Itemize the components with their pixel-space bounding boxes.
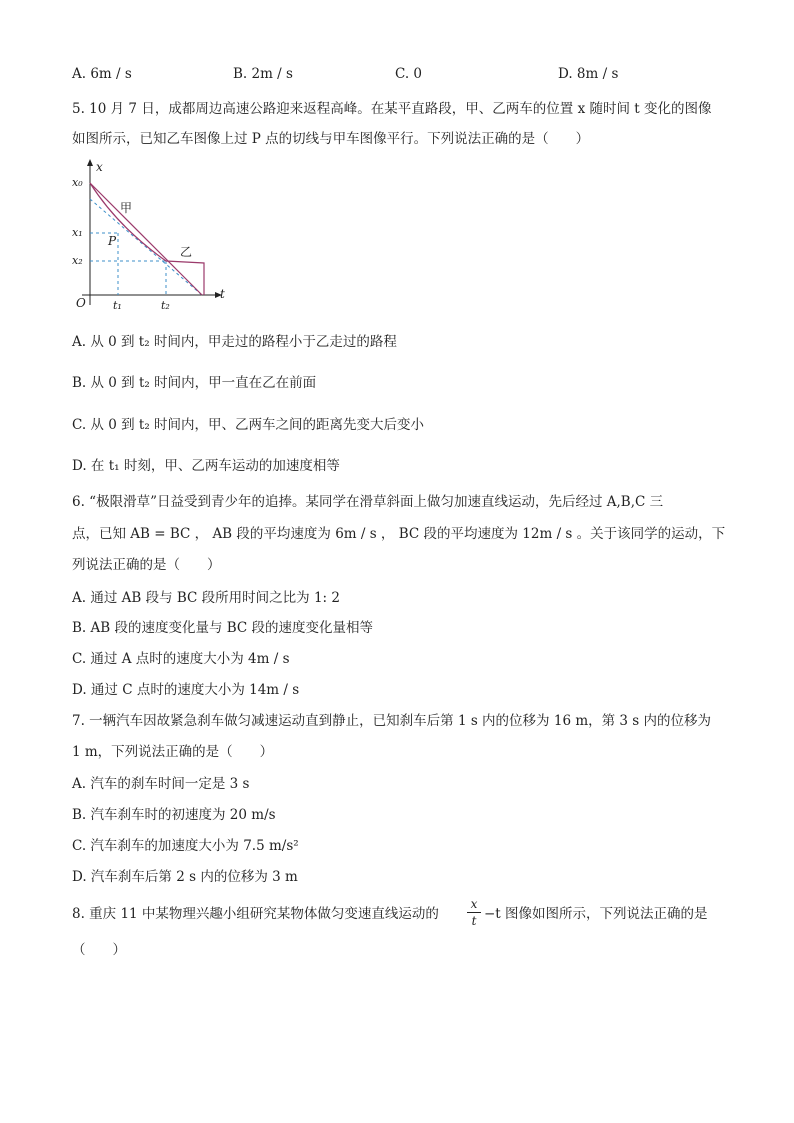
q5-option-a: A. 从 0 到 t₂ 时间内，甲走过的路程小于乙走过的路程 bbox=[72, 334, 397, 350]
q8-stem-after: −t 图像如图所示，下列说法正确的是 bbox=[484, 906, 708, 922]
q5-stem-line1: 5. 10 月 7 日，成都周边高速公路迎来返程高峰。在某平直路段，甲、乙两车的位置 x 随时间 t 变化的图像 bbox=[72, 101, 712, 117]
q8-stem-line2: （ ） bbox=[72, 942, 126, 958]
y-axis-arrow bbox=[87, 159, 93, 166]
q4-option-c: C. 0 bbox=[395, 66, 423, 82]
q6-stem-line3: 列说法正确的是（ ） bbox=[72, 557, 221, 573]
q6-option-c: C. 通过 A 点时的速度大小为 4m / s bbox=[72, 651, 290, 667]
q5-option-d: D. 在 t₁ 时刻，甲、乙两车运动的加速度相等 bbox=[72, 458, 340, 474]
q7-option-a: A. 汽车的刹车时间一定是 3 s bbox=[72, 776, 250, 792]
x0-label: x₀ bbox=[72, 176, 83, 189]
fraction-bar bbox=[467, 912, 481, 913]
y-axis-label: x bbox=[96, 160, 103, 174]
x1-label: x₁ bbox=[72, 226, 83, 239]
q5-stem-line2: 如图所示，已知乙车图像上过 P 点的切线与甲车图像平行。下列说法正确的是（ ） bbox=[72, 131, 590, 147]
t1-label: t₁ bbox=[113, 299, 122, 312]
fraction-denominator: t bbox=[471, 914, 477, 928]
q5-position-time-graph bbox=[70, 155, 230, 315]
x-axis-label: t bbox=[220, 287, 225, 301]
jia-label: 甲 bbox=[120, 201, 133, 215]
jia-line bbox=[90, 183, 202, 295]
q6-option-a: A. 通过 AB 段与 BC 段所用时间之比为 1: 2 bbox=[72, 590, 340, 606]
q5-option-c: C. 从 0 到 t₂ 时间内，甲、乙两车之间的距离先变大后变小 bbox=[72, 417, 425, 433]
q7-option-c: C. 汽车刹车的加速度大小为 7.5 m/s² bbox=[72, 838, 299, 854]
q8-x-over-t-fraction bbox=[467, 897, 481, 928]
q7-option-d: D. 汽车刹车后第 2 s 内的位移为 3 m bbox=[72, 869, 298, 885]
q6-option-d: D. 通过 C 点时的速度大小为 14m / s bbox=[72, 682, 300, 698]
origin-label: O bbox=[76, 296, 86, 310]
q7-stem-line1: 7. 一辆汽车因故紧急刹车做匀减速运动直到静止，已知刹车后第 1 s 内的位移为 16 m，第 3 s 内的位移为 bbox=[72, 713, 712, 729]
q5-option-b: B. 从 0 到 t₂ 时间内，甲一直在乙在前面 bbox=[72, 375, 317, 391]
t2-label: t₂ bbox=[161, 299, 170, 312]
q4-options bbox=[72, 66, 722, 86]
x2-label: x₂ bbox=[72, 254, 83, 267]
q7-stem-line2: 1 m，下列说法正确的是（ ） bbox=[72, 744, 274, 760]
p-label: P bbox=[108, 234, 117, 248]
q4-option-b: B. 2m / s bbox=[233, 66, 293, 82]
fraction-numerator: x bbox=[470, 897, 478, 911]
q6-stem-line1: 6. “极限滑草”日益受到青少年的追捧。某同学在滑草斜面上做匀加速直线运动，先后经过 A,B,C 三 bbox=[72, 494, 664, 510]
q4-option-d: D. 8m / s bbox=[558, 66, 619, 82]
q6-option-b: B. AB 段的速度变化量与 BC 段的速度变化量相等 bbox=[72, 620, 374, 636]
q7-option-b: B. 汽车刹车时的初速度为 20 m/s bbox=[72, 807, 276, 823]
q8-stem-before: 8. 重庆 11 中某物理兴趣小组研究某物体做匀变速直线运动的 bbox=[72, 906, 439, 922]
q4-option-a: A. 6m / s bbox=[72, 66, 132, 82]
q6-stem-line2: 点，已知 AB = BC ， AB 段的平均速度为 6m / s ， BC 段的平均速度为 12m / s 。关于该同学的运动，下 bbox=[72, 526, 726, 542]
yi-label: 乙 bbox=[180, 245, 193, 259]
